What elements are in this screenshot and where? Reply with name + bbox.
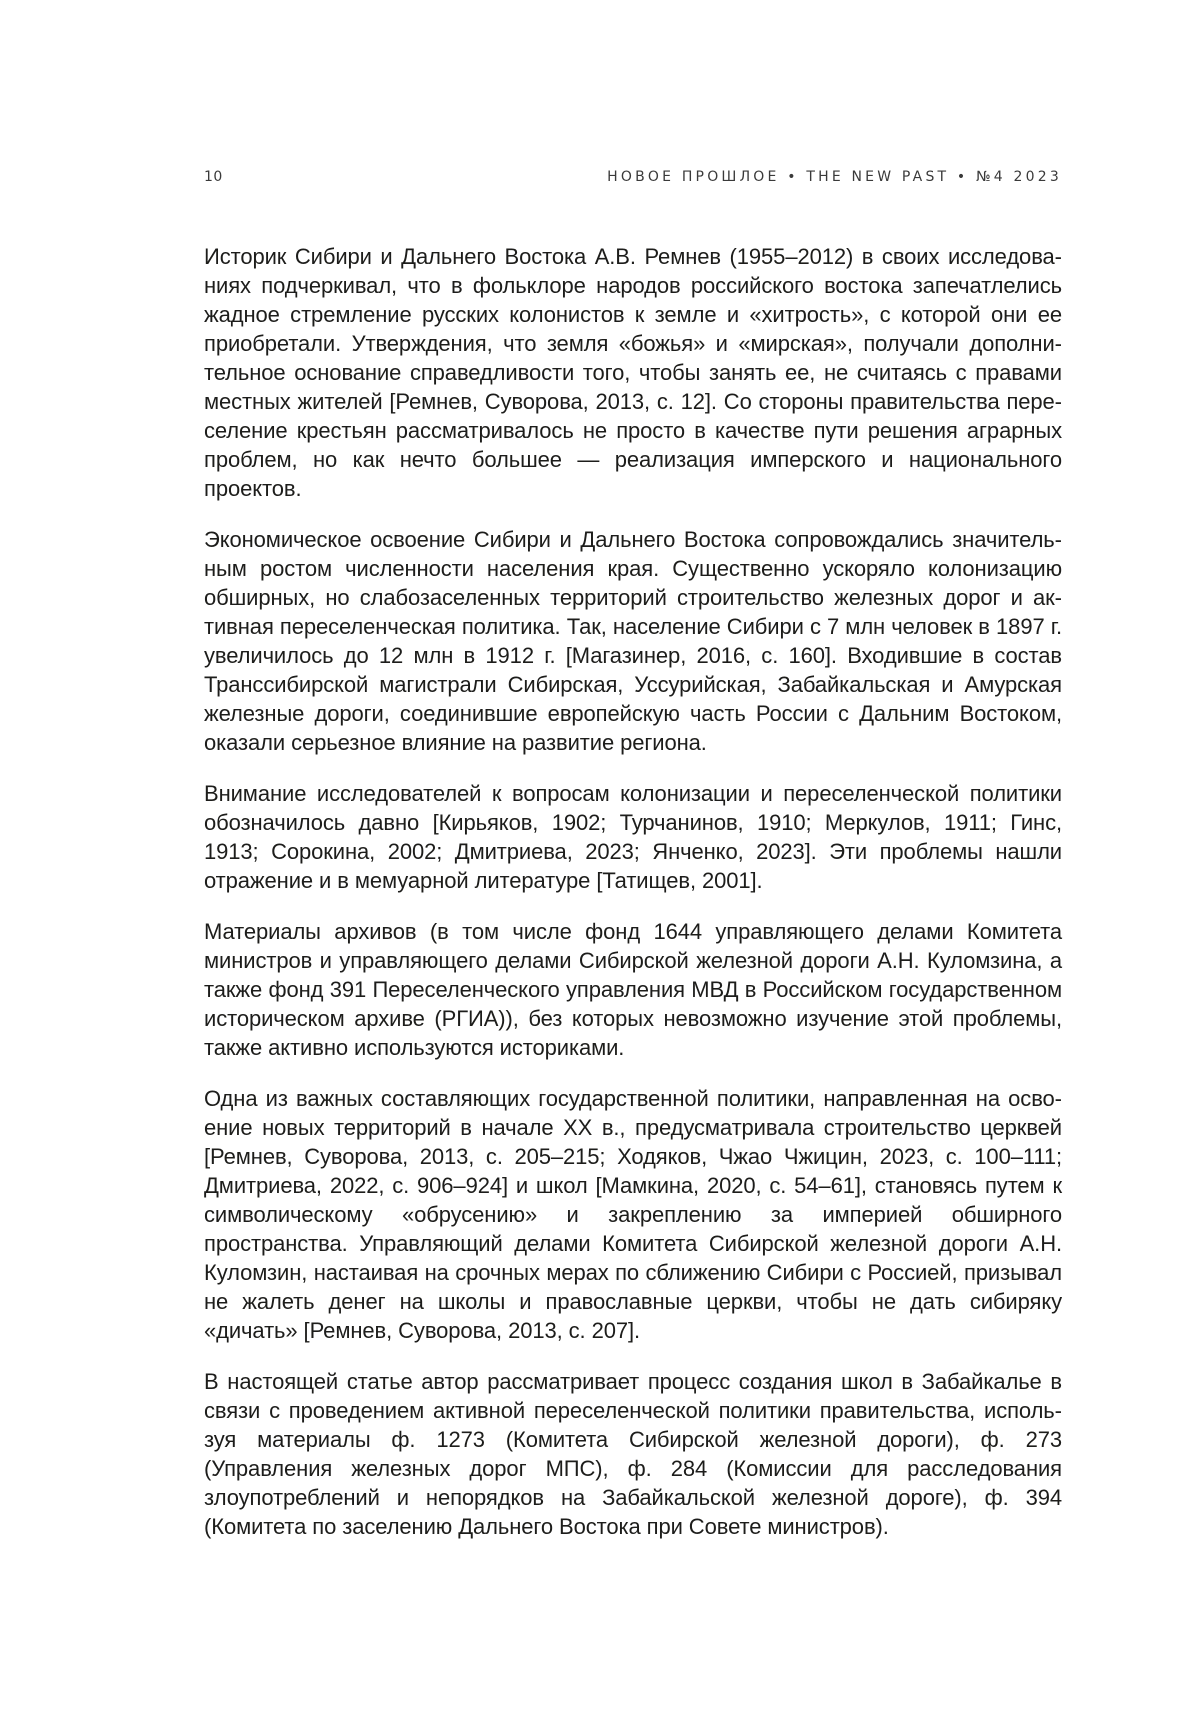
paragraph-4: Материалы архивов (в том числе фонд 1644 управляющего делами Комитета министров и управляющего делами Сибирской железной дороги А.Н. Куломзина, а также фонд 391 Переселенческого управления МВД в Российском государственном историческом архиве (РГИА)), без которых невозможно изучение этой проблемы, также активно используются историками. [204,919,1062,1060]
paragraph-1: Историк Сибири и Дальнего Востока А.В. Ремнев (1955–2012) в своих исследованиях подчеркивал, что в фольклоре народов российского востока запечатлелись жадное стремление русских колонистов к земле и «хитрость», с которой они ее приобретали. Утверждения, что земля «божья» и «мирская», получали дополнительное основание справедливости того, чтобы занять ее, не считаясь с правами местных жителей [Ремнев, Суворова, 2013, с. 12]. Со стороны правительства переселение крестьян рассматривалось не просто в качестве пути решения аграрных проблем, но как нечто большее — реализация имперского и национального проектов. [204,244,1062,501]
paragraph-3: Внимание исследователей к вопросам колонизации и переселенческой политики обозначилось давно [Кирьяков, 1902; Турчанинов, 1910; Меркулов, 1911; Гинс, 1913; Сорокина, 2002; Дмитриева, 2023; Янченко, 2023]. Эти проблемы нашли отражение и в мемуарной литературе [Татищев, 2001]. [204,781,1062,893]
paragraph-5: Одна из важных составляющих государственной политики, направленная на освоение новых территорий в начале XX в., предусматривала строительство церквей [Ремнев, Суворова, 2013, с. 205–215; Ходяков, Чжао Чжицин, 2023, с. 100–111; Дмитриева, 2022, с. 906–924] и школ [Мамкина, 2020, с. 54–61], становясь путем к символическому «обрусению» и закреплению за империей обширного пространства. Управляющий делами Комитета Сибирской железной дороги А.Н. Куломзин, настаивая на срочных мерах по сближению Сибири с Россией, призывал не жалеть денег на школы и православные церкви, чтобы не дать сибиряку «дичать» [Ремнев, Суворова, 2013, с. 207]. [204,1086,1062,1343]
paragraph-6: В настоящей статье автор рассматривает процесс создания школ в Забайкалье в связи с проведением активной переселенческой политики правительства, используя материалы ф. 1273 (Комитета Сибирской железной дороги), ф. 273 (Управления железных дорог МПС), ф. 284 (Комиссии для расследования злоупотреблений и непорядков на Забайкальской железной дороге), ф. 394 (Комитета по заселению Дальнего Востока при Совете министров). [204,1369,1062,1539]
running-header [204,166,1062,188]
paragraph-2: Экономическое освоение Сибири и Дальнего Востока сопровождались значительным ростом численности населения края. Существенно ускоряло колонизацию обширных, но слабозаселенных территорий строительство железных дорог и активная переселенческая политика. Так, население Сибири с 7 млн человек в 1897 г. увеличилось до 12 млн в 1912 г. [Магазинер, 2016, с. 160]. Входившие в состав Транссибирской магистрали Сибирская, Уссурийская, Забайкальская и Амурская железные дороги, соединившие европейскую часть России с Дальним Востоком, оказали серьезное влияние на развитие региона. [204,527,1062,755]
page-number: 10 [204,169,223,185]
journal-title: НОВОЕ ПРОШЛОЕ • THE NEW PAST • №4 2023 [607,169,1062,185]
article-body [204,242,1062,1563]
